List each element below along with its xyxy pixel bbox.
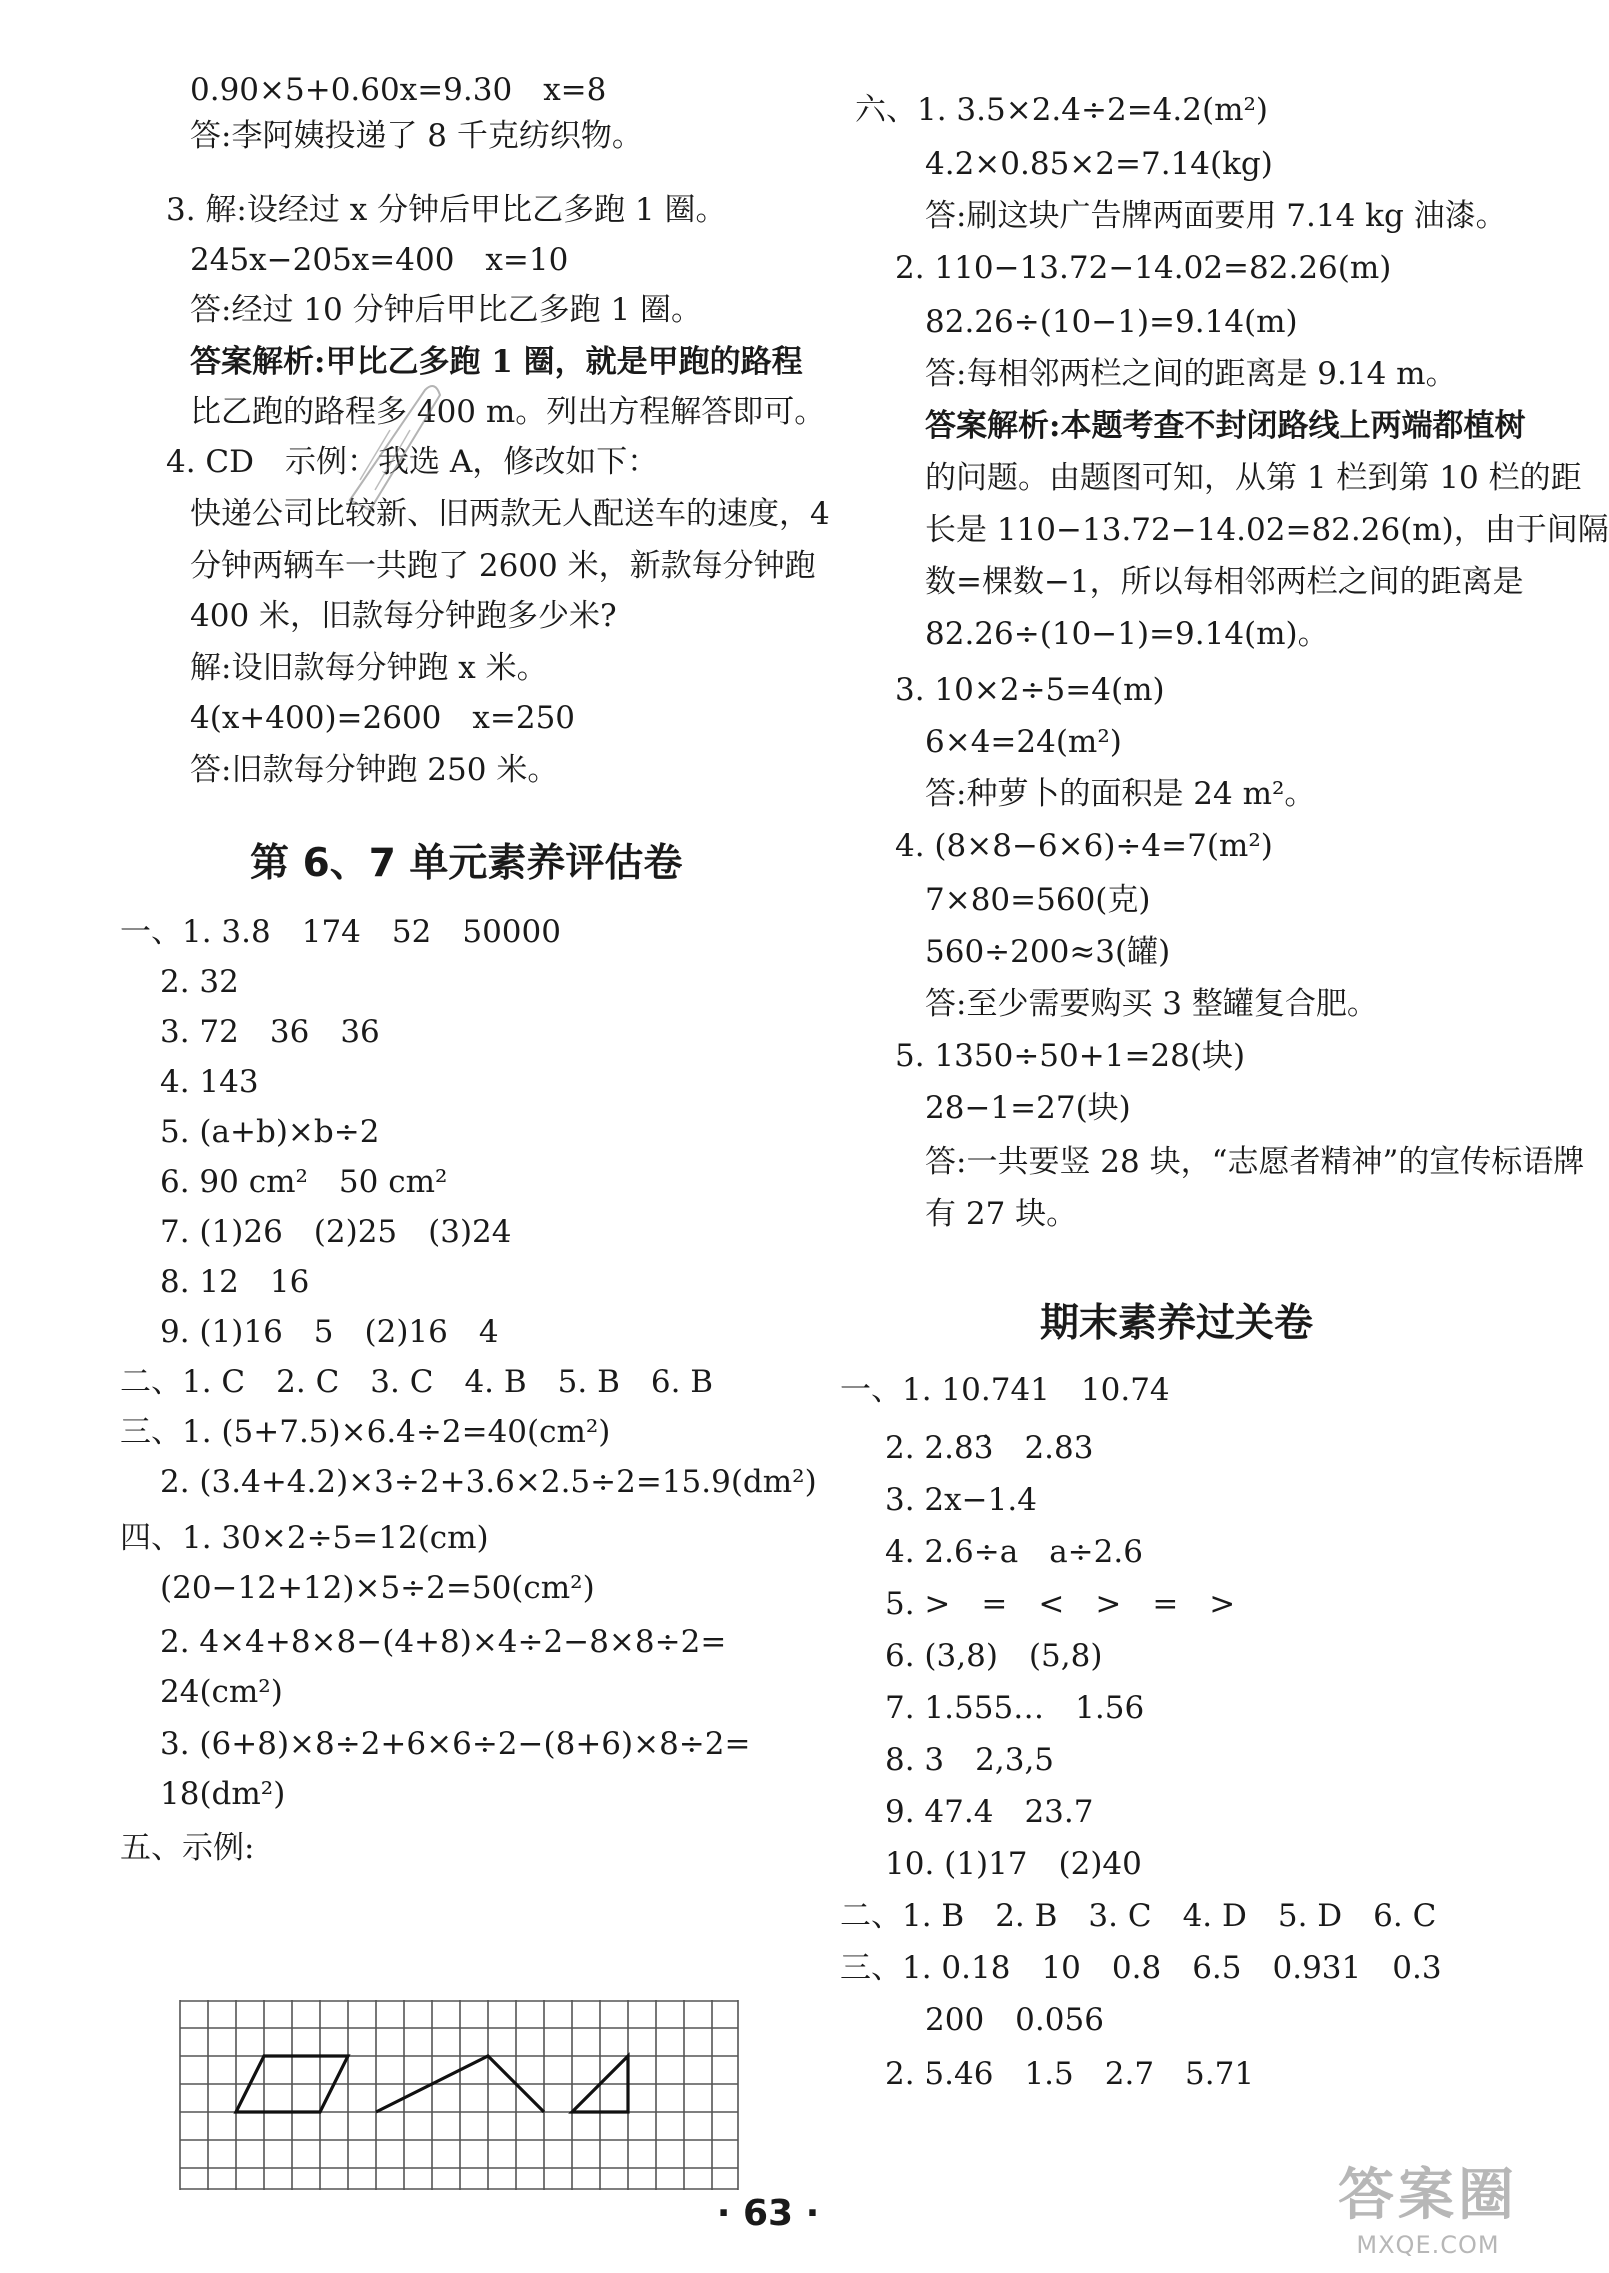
answer-line: 7. 1.555… 1.56: [885, 1690, 1145, 1726]
answer-line: 答:刷这块广告牌两面要用 7.14 kg 油漆。: [925, 198, 1507, 234]
answer-line: 3. (6+8)×8÷2+6×6÷2−(8+6)×8÷2=: [160, 1726, 751, 1762]
answer-line: 三、1. (5+7.5)×6.4÷2=40(cm²): [120, 1414, 611, 1450]
answer-line: 3. 2x−1.4: [885, 1482, 1037, 1518]
answer-explanation: 答案解析:甲比乙多跑 1 圈，就是甲跑的路程: [190, 344, 803, 380]
answer-line: 一、1. 3.8 174 52 50000: [120, 914, 561, 950]
answer-line: 5. (a+b)×b÷2: [160, 1114, 380, 1150]
answer-line: 8. 3 2,3,5: [885, 1742, 1055, 1778]
answer-line: 二、1. B 2. B 3. C 4. D 5. D 6. C: [840, 1898, 1437, 1934]
answer-line: 4. 2.6÷a a÷2.6: [885, 1534, 1143, 1570]
answer-line: 三、1. 0.18 10 0.8 6.5 0.931 0.3: [840, 1950, 1442, 1986]
answer-line: (20−12+12)×5÷2=50(cm²): [160, 1570, 595, 1606]
answer-explanation: 的问题。由题图可知，从第 1 栏到第 10 栏的距: [925, 460, 1582, 496]
answer-line: 2. 4×4+8×8−(4+8)×4÷2−8×8÷2=: [160, 1624, 727, 1660]
answer-line: 3. 10×2÷5=4(m): [895, 672, 1165, 708]
answer-line: 82.26÷(10−1)=9.14(m): [925, 304, 1298, 340]
answer-line: 四、1. 30×2÷5=12(cm): [120, 1520, 489, 1556]
answer-line: 3. 72 36 36: [160, 1014, 380, 1050]
answer-line: 5. > = < > = >: [885, 1586, 1236, 1622]
answer-line: 答:一共要竖 28 块，“志愿者精神”的宣传标语牌: [925, 1144, 1585, 1180]
page-number: · 63 ·: [716, 2193, 820, 2234]
answer-line: 2. 110−13.72−14.02=82.26(m): [895, 250, 1392, 286]
answer-line: 4. CD 示例：我选 A，修改如下：: [166, 444, 659, 480]
watermark-url: MXQE.COM: [1356, 2231, 1500, 2259]
answer-line: 2. 5.46 1.5 2.7 5.71: [885, 2056, 1255, 2092]
answer-line: 18(dm²): [160, 1776, 286, 1812]
answer-line: 答:种萝卜的面积是 24 m²。: [925, 776, 1316, 812]
answer-line: 2. (3.4+4.2)×3÷2+3.6×2.5÷2=15.9(dm²): [160, 1464, 817, 1500]
answer-line: 0.90×5+0.60x=9.30 x=8: [190, 72, 607, 108]
answer-line: 560÷200≈3(罐): [925, 934, 1171, 970]
section-title: 第 6、7 单元素养评估卷: [250, 841, 683, 886]
answer-line: 有 27 块。: [925, 1196, 1078, 1232]
answer-line: 4. 143: [160, 1064, 259, 1100]
answer-line: 200 0.056: [925, 2002, 1104, 2038]
answer-explanation: 答案解析:本题考查不封闭路线上两端都植树: [925, 408, 1526, 444]
answer-line: 一、1. 10.741 10.74: [840, 1372, 1170, 1408]
answer-line: 3. 解:设经过 x 分钟后甲比乙多跑 1 圈。: [166, 192, 727, 228]
answer-line: 快递公司比较新、旧两款无人配送车的速度，4: [190, 496, 830, 532]
answer-line: 28−1=27(块): [925, 1090, 1131, 1126]
answer-line: 245x−205x=400 x=10: [190, 242, 569, 278]
answer-line: 答:每相邻两栏之间的距离是 9.14 m。: [925, 356, 1457, 392]
answer-line: 4(x+400)=2600 x=250: [190, 700, 576, 736]
answer-explanation: 82.26÷(10−1)=9.14(m)。: [925, 616, 1329, 652]
watermark: [1338, 2151, 1518, 2259]
answer-line: 解:设旧款每分钟跑 x 米。: [190, 650, 548, 686]
answer-line: 答:李阿姨投递了 8 千克纺织物。: [190, 118, 643, 154]
answer-explanation: 长是 110−13.72−14.02=82.26(m)，由于间隔: [925, 512, 1609, 548]
answer-line: 4. (8×8−6×6)÷4=7(m²): [895, 828, 1273, 864]
answer-line: 8. 12 16: [160, 1264, 310, 1300]
answer-line: 二、1. C 2. C 3. C 4. B 5. B 6. B: [120, 1364, 714, 1400]
answer-line: 2. 2.83̇ 2.83: [885, 1430, 1094, 1466]
answer-line: 9. (1)16 5 (2)16 4: [160, 1314, 499, 1350]
answer-line: 400 米，旧款每分钟跑多少米?: [190, 598, 617, 634]
answer-line: 分钟两辆车一共跑了 2600 米，新款每分钟跑: [190, 548, 816, 584]
answer-line: 6×4=24(m²): [925, 724, 1122, 760]
pencil-doodle-icon: [330, 370, 450, 520]
answer-line: 五、示例:: [120, 1830, 255, 1866]
watermark-logo-text: 答案圈: [1338, 2163, 1518, 2228]
answer-line: 10. (1)17 (2)40: [885, 1846, 1142, 1882]
answer-line: 答:经过 10 分钟后甲比乙多跑 1 圈。: [190, 292, 703, 328]
answer-line: 4.2×0.85×2=7.14(kg): [925, 146, 1273, 182]
answer-line: 9. 47.4 23.7: [885, 1794, 1094, 1830]
answer-line: 2. 32: [160, 964, 239, 1000]
section-title: 期末素养过关卷: [1040, 1301, 1314, 1346]
answer-explanation: 数=棵数−1，所以每相邻两栏之间的距离是: [925, 564, 1524, 600]
answer-line: 7×80=560(克): [925, 882, 1151, 918]
answer-line: 六、1. 3.5×2.4÷2=4.2(m²): [855, 92, 1268, 128]
answer-line: 5. 1350÷50+1=28(块): [895, 1038, 1246, 1074]
answer-line: 6. 90 cm² 50 cm²: [160, 1164, 448, 1200]
answer-line: 6. (3,8) (5,8): [885, 1638, 1103, 1674]
answer-line: 答:至少需要购买 3 整罐复合肥。: [925, 986, 1378, 1022]
grid-figure: [180, 2000, 740, 2190]
answer-line: 24(cm²): [160, 1674, 283, 1710]
answer-explanation: 比乙跑的路程多 400 m。列出方程解答即可。: [190, 394, 826, 430]
answer-line: 7. (1)26 (2)25 (3)24: [160, 1214, 512, 1250]
answer-line: 答:旧款每分钟跑 250 米。: [190, 752, 559, 788]
